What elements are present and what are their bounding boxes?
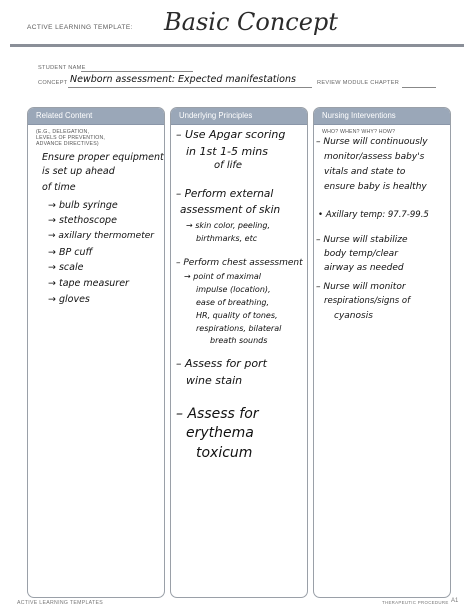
principles-line: ease of breathing, [196,298,270,307]
underlying-principles-column [170,107,308,598]
related-line: → stethoscope [48,215,117,226]
review-module-line [402,87,436,88]
related-content-header: Related Content [28,108,164,125]
related-line: → tape measurer [48,278,129,289]
related-subtitle-line: ADVANCE DIRECTIVES) [36,141,99,148]
related-line: → gloves [48,294,90,305]
principles-line: assessment of skin [180,204,281,216]
interventions-line: vitals and state to [324,167,406,177]
page-number: A1 [451,598,459,604]
related-line: → scale [48,262,84,273]
nursing-interventions-subtitle: WHO? WHEN? WHY? HOW? [322,129,396,135]
principles-line: respirations, bilateral [196,324,282,333]
principles-line: birthmarks, etc [196,234,258,243]
concept-value[interactable]: Newborn assessment: Expected manifestations [70,74,296,85]
template-title: Basic Concept [164,8,338,36]
nursing-interventions-column [313,107,451,598]
related-line: of time [42,182,76,193]
interventions-line: cyanosis [334,311,373,321]
interventions-line: body temp/clear [324,249,398,259]
concept-line [68,87,312,88]
related-content-column [27,107,165,598]
related-subtitle-line: (E.G., DELEGATION, [36,129,90,135]
header-rule [10,44,464,47]
footer-right-label: THERAPEUTIC PROCEDURE [382,600,449,605]
student-name-label: STUDENT NAME [38,65,86,71]
related-content-subtitle [28,125,164,148]
interventions-line: – Nurse will monitor [316,282,406,292]
principles-line: → skin color, peeling, [186,221,270,230]
principles-line: – Perform chest assessment [176,258,303,268]
related-line: → BP cuff [48,247,93,258]
nursing-interventions-header: Nursing Interventions [314,108,450,125]
related-line: → axillary thermometer [48,231,154,241]
principles-line: breath sounds [210,336,268,345]
principles-line: → point of maximal [184,272,262,281]
principles-line: HR, quality of tones, [196,311,278,320]
principles-line: – Assess for port [176,357,267,370]
template-label: ACTIVE LEARNING TEMPLATE: [27,24,133,31]
principles-line: toxicum [196,445,253,461]
principles-line: impulse (location), [196,285,271,294]
principles-line: – Use Apgar scoring [176,128,286,141]
principles-line: in 1st 1-5 mins [186,145,269,158]
principles-line: wine stain [186,374,243,387]
related-line: Ensure proper equipment [42,152,164,163]
principles-line: erythema [186,425,254,441]
interventions-line: – Nurse will continuously [316,137,428,147]
interventions-line: ensure baby is healthy [324,182,427,192]
related-line: is set up ahead [42,166,115,177]
interventions-line: airway as needed [324,263,404,273]
interventions-line: • Axillary temp: 97.7-99.5 [318,210,429,220]
underlying-principles-header: Underlying Principles [171,108,307,125]
footer-left-label: ACTIVE LEARNING TEMPLATES [17,600,104,606]
principles-line: – Perform external [176,188,274,200]
interventions-line: – Nurse will stabilize [316,235,408,245]
student-name-line [81,71,193,72]
review-module-label: REVIEW MODULE CHAPTER [317,80,400,86]
related-line: → bulb syringe [48,200,118,211]
interventions-line: monitor/assess baby's [324,152,425,162]
principles-line: – Assess for [176,406,259,422]
concept-label: CONCEPT [38,80,68,86]
related-subtitle-line: LEVELS OF PREVENTION, [36,135,106,142]
interventions-line: respirations/signs of [324,296,411,306]
principles-line: of life [214,160,243,171]
